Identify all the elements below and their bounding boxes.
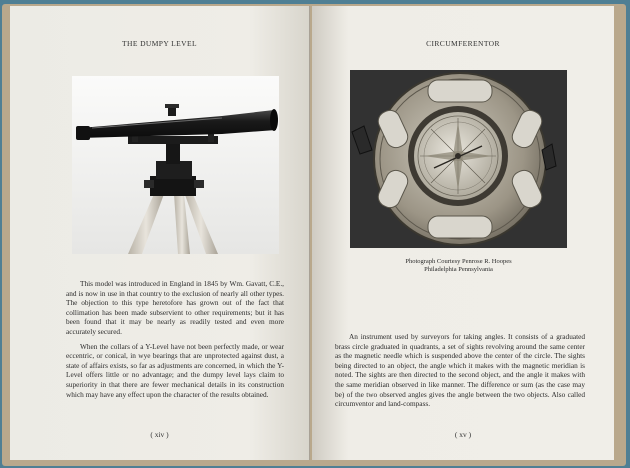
paragraph: This model was introduced in England in 1845 by Wm. Gavatt, C.E., and is now in use in that country to the exclusion of nearly all other types. The objection to this type heretofore has grown out of the fact that collimation has been made subservient to other requirements; but it has been found that it may be nearly as readily tested and even more accurately secured. [66, 279, 284, 336]
caption-credit: Photograph Courtesy Penrose R. Hoopes [405, 258, 512, 265]
left-page-number: ( xiv ) [150, 430, 169, 439]
dumpy-level-photo [72, 76, 279, 254]
open-book [2, 4, 626, 466]
right-running-head: CIRCUMFERENTOR [426, 39, 500, 48]
circumferentor-photo [350, 70, 567, 248]
right-page-number: ( xv ) [454, 430, 472, 439]
caption-location: Philadelphia Pennsylvania [424, 266, 493, 273]
circumferentor-description [335, 332, 585, 409]
paragraph: An instrument used by surveyors for taking angles. It consists of a graduated brass circle graduated in quadrants, a set of sights revolving around the same center as the magnetic needle which is suspended above the center of the circle. The sights being directed to an object, the angle which it makes with the magnetic meridian is noted. The sights are then directed to the second object, and the angle it makes with the same meridian observed in like manner. The difference or sum (as the case may be) of the two observed angles gives the angle between the two objects. Also called circumventor and land-compass. [335, 332, 585, 409]
right-page [312, 6, 614, 460]
left-page [10, 6, 310, 460]
left-running-head: THE DUMPY LEVEL [122, 39, 197, 48]
photo-caption [350, 258, 567, 274]
paragraph: When the collars of a Y-Level have not been perfectly made, or wear eccentric, or conical, in wye bearings that are unprotected against dust, a state of affairs exists, so far as adjustments are concerned, in which the Y-Level offers little or no advantage; and the dumpy level lays claim to superiority in that there are fewer mechanical details in its construction which may have any effect upon the character of the results obtained. [66, 341, 284, 399]
dumpy-level-description [66, 279, 284, 399]
